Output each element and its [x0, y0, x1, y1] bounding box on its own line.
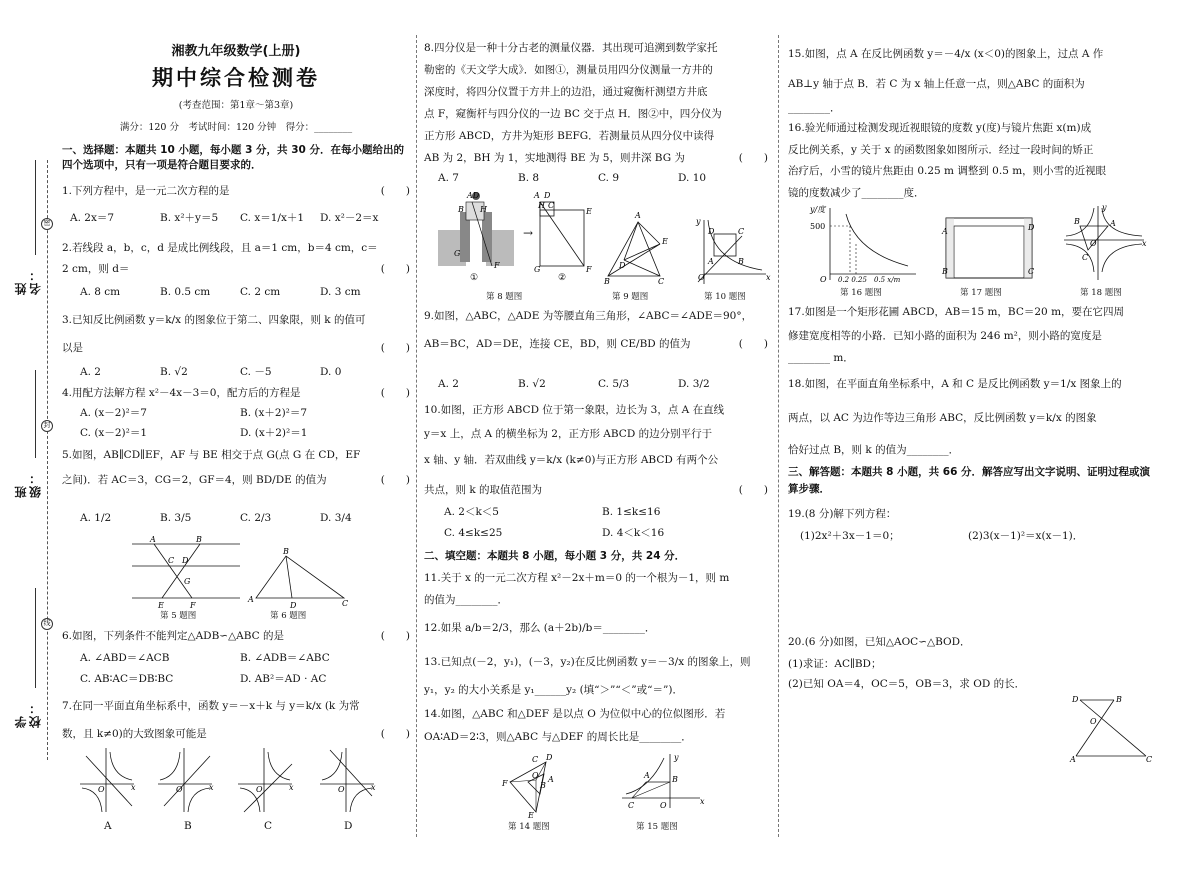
option-c[interactable]: C. x＝1/x＋1 [240, 212, 305, 224]
question-19: 19.(8 分)解下列方程： [788, 508, 897, 520]
option-a[interactable]: A [104, 820, 112, 832]
option-a[interactable]: A. 2x＝7 [70, 212, 115, 224]
figure-18-caption: 第 18 题图 [1080, 288, 1122, 298]
svg-text:A: A [708, 257, 714, 266]
question-5: 5.如图，AB∥CD∥EF，AF 与 BE 相交于点 G(点 G 在 CD，EF [62, 449, 361, 461]
seal-hole: 线 [41, 618, 53, 630]
option-b[interactable]: B. √2 [518, 378, 546, 390]
option-b[interactable]: B. (x＋2)²＝7 [240, 407, 308, 419]
svg-text:D: D [546, 753, 553, 762]
option-d[interactable]: D. 3 cm [320, 286, 361, 298]
svg-text:D: D [182, 556, 189, 565]
option-d[interactable]: D. x²－2＝x [320, 212, 379, 224]
question-18-line2: 两点，以 AC 为边作等边三角形 ABC，反比例函数 y＝k/x 的图象 [788, 412, 1097, 424]
option-a[interactable]: A. 7 [438, 172, 459, 184]
svg-text:AD: AD [467, 191, 480, 200]
svg-text:A: A [534, 191, 540, 200]
svg-text:B: B [196, 535, 202, 544]
svg-text:y: y [1102, 203, 1107, 212]
question-3: 3.已知反比例函数 y＝k/x 的图象位于第二、四象限，则 k 的值可 [62, 314, 366, 326]
svg-text:O: O [532, 771, 539, 780]
question-20: 20.(6 分)如图，已知△AOC∽△BOD． [788, 636, 971, 648]
option-d[interactable]: D [344, 820, 353, 832]
figure-9-caption: 第 9 题图 [612, 292, 649, 302]
figure-20 [1070, 694, 1153, 764]
svg-text:E: E [158, 601, 164, 610]
question-7: 7.在同一平面直角坐标系中，函数 y＝－x＋k 与 y＝k/x (k 为常 [62, 700, 360, 712]
column-divider [416, 35, 417, 837]
svg-text:A: A [1070, 755, 1076, 764]
binding-strip [0, 0, 60, 882]
question-11-line2[interactable]: 的值为________． [424, 594, 508, 606]
figure-5 [132, 536, 242, 612]
figure-14 [496, 752, 576, 818]
question-20-part1: (1)求证：AC∥BD； [788, 658, 882, 670]
question-2-line2: 2 cm，则 d＝ ( ) [62, 263, 410, 275]
figure-10 [692, 214, 772, 288]
question-19-part2: (2)3(x－1)²＝x(x－1)． [968, 530, 1084, 542]
svg-text:x: x [131, 783, 136, 792]
option-c[interactable]: C. 2 cm [240, 286, 281, 298]
svg-text:B: B [458, 205, 464, 214]
option-a[interactable]: A. 2 [438, 378, 459, 390]
svg-text:O: O [338, 785, 345, 794]
question-17: 17.如图是一个矩形花圃 ABCD，AB＝15 m，BC＝20 m，要在它四周 [788, 306, 1125, 318]
svg-text:O: O [660, 801, 667, 810]
option-c[interactable]: C. 2/3 [240, 512, 272, 524]
question-16-line2: 反比例关系，y 关于 x 的函数图象如图所示．经过一段时间的矫正 [788, 144, 1094, 156]
svg-text:G: G [454, 249, 461, 258]
option-a[interactable]: A. 2 [80, 366, 101, 378]
name-field[interactable] [35, 160, 36, 255]
svg-text:C: C [1082, 253, 1089, 262]
svg-text:B: B [283, 547, 289, 556]
svg-text:C: C [532, 755, 539, 764]
option-c[interactable]: C. 5/3 [598, 378, 630, 390]
svg-text:y: y [674, 753, 679, 762]
question-16-line4[interactable]: 镜的度数减少了________度． [788, 187, 925, 199]
question-16-line3: 治疗后，小雪的镜片焦距由 0.25 m 调整到 0.5 m，则小雪的近视眼 [788, 165, 1107, 177]
option-b[interactable]: B. x²＋y＝5 [160, 212, 219, 224]
svg-text:D: D [544, 191, 551, 200]
question-2: 2.若线段 a，b，c，d 是成比例线段，且 a＝1 cm，b＝4 cm，c＝ [62, 242, 378, 254]
figure-17 [938, 212, 1038, 282]
question-5-line2: 之间)．若 AC＝3，CG＝2，GF＝4，则 BD/DE 的值为 ( ) [62, 474, 410, 486]
option-b[interactable]: B. ∠ADB＝∠ABC [240, 652, 330, 664]
option-b[interactable]: B. 8 [518, 172, 540, 184]
svg-text:x: x [371, 783, 376, 792]
svg-text:B: B [738, 257, 744, 266]
svg-text:O: O [820, 275, 827, 284]
svg-text:D: D [619, 261, 626, 270]
question-8-line3: 深度时，将四分仪置于方井上的边沿，通过窥衡杆测望方井底 [424, 86, 708, 98]
svg-text:A: A [548, 775, 554, 784]
option-d[interactable]: D. 0 [320, 366, 342, 378]
svg-text:x: x [289, 783, 294, 792]
svg-text:O: O [256, 785, 263, 794]
svg-text:D: D [1072, 695, 1079, 704]
question-8-line6: AB 为 2，BH 为 1，实地测得 BE 为 5，则井深 BG 为 ( ) [424, 152, 768, 164]
option-a[interactable]: A. 1/2 [80, 512, 112, 524]
svg-text:C: C [1028, 267, 1035, 276]
arrow-icon: → [523, 226, 534, 240]
figure-8-caption: 第 8 题图 [486, 292, 523, 302]
question-18-line3[interactable]: 恰好过点 B，则 k 的值为________． [788, 444, 960, 456]
question-19-part1: (1)2x²＋3x－1＝0； [800, 530, 900, 542]
exam-meta: 满分：120 分 考试时间：120 分钟 得分：________ [119, 122, 353, 133]
column-middle [424, 0, 774, 882]
question-10-line4: 共点，则 k 的取值范围为 ( ) [424, 484, 768, 496]
figure-7d [316, 746, 376, 816]
column-left [62, 0, 410, 882]
svg-text:G: G [534, 265, 541, 274]
option-b[interactable]: B. 3/5 [160, 512, 192, 524]
option-b[interactable]: B. 0.5 cm [160, 286, 211, 298]
svg-text:A: A [942, 227, 948, 236]
school-field[interactable] [35, 588, 36, 688]
question-8-line4: 点 F，窥衡杆与四分仪的一边 BC 交于点 H．图②中，四分仪为 [424, 108, 722, 120]
svg-text:H: H [538, 201, 545, 210]
svg-text:x: x [766, 273, 771, 282]
option-d[interactable]: D. 4＜k＜16 [602, 527, 665, 539]
svg-text:C: C [168, 556, 175, 565]
figure-6-caption: 第 6 题图 [270, 611, 307, 621]
svg-text:0.2 0.25 0.5 x/m: 0.2 0.25 0.5 x/m [838, 276, 901, 284]
figure-5-caption: 第 5 题图 [160, 611, 197, 621]
option-c[interactable]: C. 9 [598, 172, 620, 184]
name-label: 姓名： [14, 267, 43, 295]
question-15: 15.如图，点 A 在反比例函数 y＝－4/x (x＜0)的图象上，过点 A 作 [788, 48, 1104, 60]
svg-text:B: B [942, 267, 948, 276]
option-c[interactable]: C [264, 820, 273, 832]
class-field[interactable] [35, 370, 36, 458]
svg-text:A: A [150, 535, 156, 544]
svg-text:O: O [1090, 717, 1097, 726]
svg-text:O: O [176, 785, 183, 794]
exam-scope: (考查范围：第1章～第3章) [178, 100, 294, 111]
figure-9 [604, 212, 674, 288]
question-9: 9.如图，△ABC，△ADE 为等腰直角三角形，∠ABC＝∠ADE＝90°， [424, 310, 753, 322]
option-d[interactable]: D. (x＋2)²＝1 [240, 427, 308, 439]
svg-text:C: C [628, 801, 635, 810]
svg-text:C: C [658, 277, 665, 286]
section-choice: 一、选择题：本题共 10 小题，每小题 3 分，共 30 分．在每小题给出的四个选项中，只有一项是符合题目要求的． [62, 144, 404, 171]
figure-8-2 [534, 191, 604, 283]
svg-text:x: x [700, 797, 705, 806]
svg-text:D: D [708, 227, 715, 236]
option-b[interactable]: B. √2 [160, 366, 188, 378]
svg-text:C: C [342, 599, 349, 608]
question-15-line2: AB⊥y 轴于点 B．若 C 为 x 轴上任意一点，则△ABC 的面积为 [788, 78, 1085, 90]
figure-7a [76, 746, 136, 816]
option-d[interactable]: D. 10 [678, 172, 707, 184]
question-20-part2: (2)已知 OA＝4，OC＝5，OB＝3，求 OD 的长． [788, 678, 1026, 690]
option-b[interactable]: B. 1≤k≤16 [602, 506, 661, 518]
seal-hole: 封 [41, 420, 53, 432]
figure-8-1-label: ① [470, 273, 479, 283]
svg-text:B: B [540, 781, 546, 790]
svg-text:G: G [184, 577, 191, 586]
svg-text:F: F [502, 779, 508, 788]
figure-16 [808, 204, 918, 284]
svg-text:O: O [698, 273, 705, 282]
column-divider [778, 35, 779, 837]
option-a[interactable]: A. 2＜k＜5 [444, 506, 499, 518]
question-10-line3: x 轴、y 轴．若双曲线 y＝k/x (k≠0)与正方形 ABCD 有两个公 [424, 454, 719, 466]
option-d[interactable]: D. AB²＝AD · AC [240, 673, 327, 685]
svg-text:E: E [586, 207, 592, 216]
exam-subject: 湘教九年级数学(上册) [171, 44, 301, 59]
seal-hole: 密 [41, 218, 53, 230]
figure-16-caption: 第 16 题图 [840, 288, 882, 298]
svg-text:B: B [1116, 695, 1122, 704]
svg-text:O: O [98, 785, 105, 794]
question-14-line2[interactable]: OA∶AD＝2∶3，则△ABC 与△DEF 的周长比是________． [424, 731, 692, 743]
svg-text:E: E [528, 811, 534, 820]
svg-text:F: F [190, 601, 196, 610]
question-17-line2: 修建宽度相等的小路．已知小路的面积为 246 m²，则小路的宽度是 [788, 330, 1102, 342]
svg-text:x: x [209, 783, 214, 792]
svg-text:C: C [548, 201, 555, 210]
svg-text:C: C [738, 227, 745, 236]
svg-text:B: B [672, 775, 678, 784]
question-8-line2: 勒密的《天文学大成》．如图①，测量员用四分仪测量一方井的 [424, 64, 713, 76]
question-14: 14.如图，△ABC 和△DEF 是以点 O 为位似中心的位似图形．若 [424, 708, 726, 720]
column-right [788, 0, 1154, 882]
question-4: 4.用配方法解方程 x²－4x－3＝0，配方后的方程是 ( ) [62, 387, 410, 399]
question-10-line2: y＝x 上，点 A 的横坐标为 2，正方形 ABCD 的边分别平行于 [424, 428, 713, 440]
svg-text:B: B [604, 277, 610, 286]
seal-line [47, 160, 48, 760]
question-13: 13.已知点(－2，y₁)，(－3，y₂)在反比例函数 y＝－3/x 的图象上，则 [424, 656, 751, 668]
option-a[interactable]: A. 8 cm [80, 286, 121, 298]
question-9-line2: AB＝BC，AD＝DE，连接 CE，BD，则 CE/BD 的值为 ( ) [424, 338, 768, 350]
option-a[interactable]: A. (x－2)²＝7 [80, 407, 147, 419]
option-c[interactable]: C. AB∶AC＝DB∶BC [80, 673, 174, 685]
figure-14-caption: 第 14 题图 [508, 822, 550, 832]
figure-7c [234, 746, 294, 816]
class-label: 班级： [14, 470, 43, 498]
svg-text:x: x [1142, 239, 1147, 248]
svg-text:A: A [644, 771, 650, 780]
question-15-line3[interactable]: ________． [788, 102, 841, 114]
question-16: 16.验光师通过检测发现近视眼镜的度数 y(度)与镜片焦距 x(m)成 [788, 122, 1092, 134]
figure-15 [620, 752, 706, 816]
question-6: 6.如图，下列条件不能判定△ADB∽△ABC 的是 ( ) [62, 630, 410, 642]
section-answer: 三、解答题：本题共 8 小题，共 66 分．解答应写出文字说明、证明过程或演算步骤． [788, 466, 1151, 495]
option-b[interactable]: B [184, 820, 192, 832]
figure-6 [248, 547, 350, 610]
figure-8-2-label: ② [558, 273, 567, 283]
svg-text:F: F [494, 261, 500, 270]
question-18: 18.如图，在平面直角坐标系中，A 和 C 是反比例函数 y＝1/x 图象上的 [788, 378, 1122, 390]
svg-text:F: F [586, 265, 592, 274]
question-12[interactable]: 12.如果 a/b＝2/3，那么 (a＋2b)/b＝________． [424, 622, 656, 634]
svg-text:A: A [1110, 219, 1116, 228]
question-1: 1.下列方程中，是一元二次方程的是 ( ) [62, 185, 410, 197]
svg-text:y/度: y/度 [810, 205, 826, 214]
question-7-line2: 数，且 k≠0)的大致图象可能是 ( ) [62, 728, 410, 740]
option-a[interactable]: A. ∠ABD＝∠ACB [80, 652, 170, 664]
question-13-line2[interactable]: y₁，y₂ 的大小关系是 y₁______y₂ (填“＞”“＜”或“＝”)． [424, 684, 683, 696]
svg-text:A: A [248, 595, 254, 604]
section-fill-in: 二、填空题：本题共 8 小题，每小题 3 分，共 24 分． [424, 550, 686, 562]
question-3-line2: 以是 ( ) [62, 342, 410, 354]
figure-15-caption: 第 15 题图 [636, 822, 678, 832]
question-8: 8.四分仪是一种十分古老的测量仪器．其出现可追溯到数学家托 [424, 42, 718, 54]
option-c[interactable]: C. 4≤k≤25 [444, 527, 503, 539]
svg-text:D: D [290, 601, 297, 610]
question-17-line3[interactable]: ________ m． [788, 352, 854, 364]
svg-text:D: D [1028, 223, 1035, 232]
option-c[interactable]: C. (x－2)²＝1 [80, 427, 148, 439]
option-d[interactable]: D. 3/2 [678, 378, 710, 390]
option-c[interactable]: C. －5 [240, 366, 272, 378]
figure-7b [154, 746, 214, 816]
question-8-line5: 正方形 ABCD，方井为矩形 BEFG．若测量员从四分仪中读得 [424, 130, 715, 142]
question-10: 10.如图，正方形 ABCD 位于第一象限，边长为 3，点 A 在直线 [424, 404, 725, 416]
svg-text:B: B [1074, 217, 1080, 226]
svg-text:E: E [662, 237, 668, 246]
figure-10-caption: 第 10 题图 [704, 292, 746, 302]
svg-text:A: A [635, 211, 641, 220]
question-11: 11.关于 x 的一元二次方程 x²－2x＋m＝0 的一个根为－1，则 m [424, 572, 730, 584]
svg-text:500: 500 [810, 222, 826, 231]
figure-17-caption: 第 17 题图 [960, 288, 1002, 298]
svg-text:H: H [480, 205, 487, 214]
svg-text:O: O [1090, 239, 1097, 248]
figure-8-1 [436, 190, 516, 283]
figure-18 [1058, 204, 1148, 282]
svg-text:y: y [696, 217, 701, 226]
exam-title: 期中综合检测卷 [152, 66, 320, 90]
school-label: 学校： [14, 700, 43, 728]
option-d[interactable]: D. 3/4 [320, 512, 352, 524]
svg-text:C: C [1146, 755, 1153, 764]
